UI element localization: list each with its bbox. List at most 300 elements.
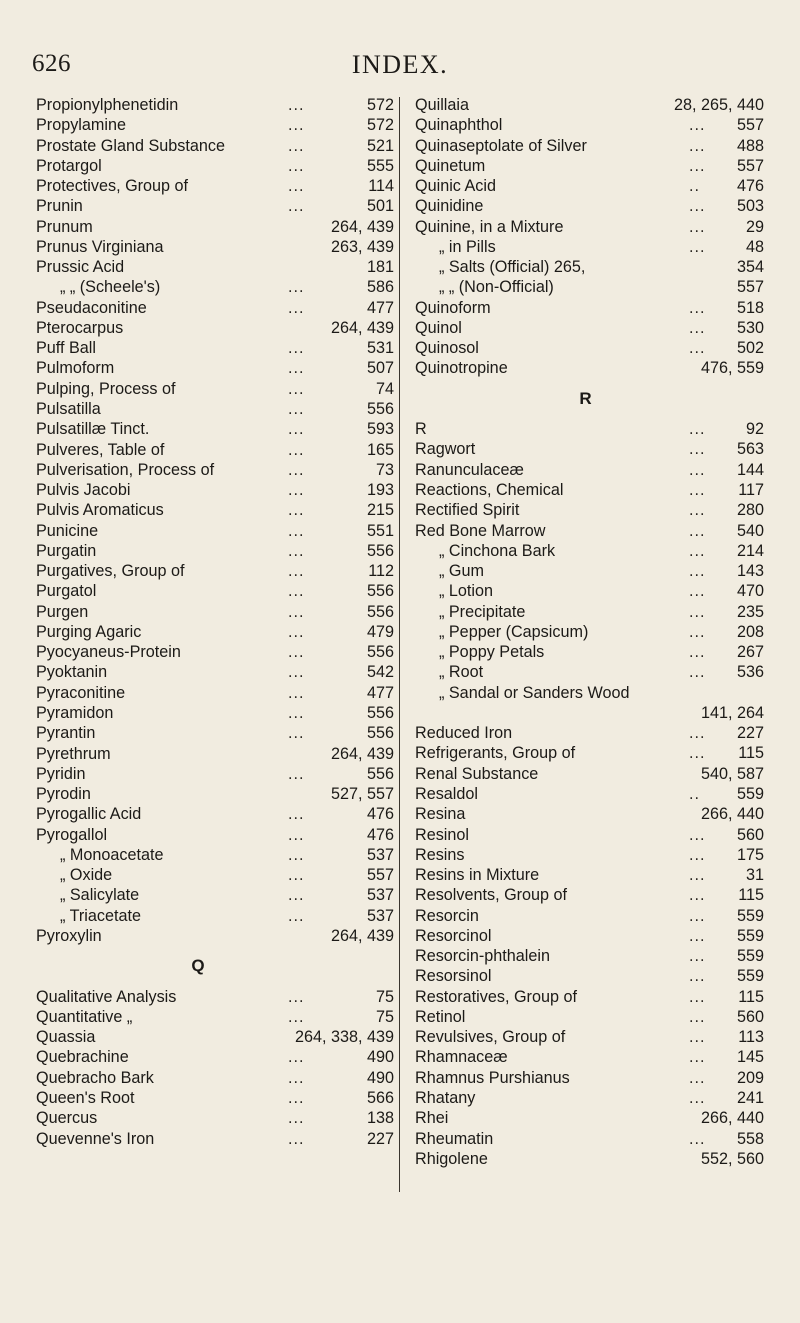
leader-dots: ...	[288, 866, 305, 885]
leader-dots: ...	[689, 318, 706, 337]
page-reference: 551	[366, 521, 394, 540]
entry-term: Pyrogallic Acid	[36, 805, 142, 824]
entry-term: Pyoktanin	[36, 663, 108, 682]
leader-dots: ...	[689, 116, 706, 135]
page-reference: 586	[366, 278, 394, 297]
index-entry	[415, 196, 764, 216]
entry-term: „ Salicylate	[60, 886, 140, 905]
leader-dots: ...	[689, 947, 706, 966]
page-reference: 181	[366, 258, 394, 277]
page-reference: 264, 439	[330, 318, 394, 337]
page-reference: 501	[366, 197, 394, 216]
page-reference: 572	[366, 96, 394, 114]
entry-term: Pyrantin	[36, 724, 96, 743]
leader-dots: ...	[689, 339, 706, 358]
leader-dots: ...	[288, 501, 305, 520]
page-reference: 264, 439	[330, 217, 394, 236]
entry-term: Refrigerants, Group of	[415, 744, 576, 763]
index-entry	[415, 298, 764, 318]
leader-dots: ...	[288, 906, 305, 925]
page-reference: 114	[368, 177, 394, 196]
entry-term: Revulsives, Group of	[415, 1028, 566, 1047]
page-reference: 209	[736, 1068, 764, 1087]
index-subentry	[415, 277, 764, 297]
page-reference: 214	[736, 541, 764, 560]
leader-dots: ...	[689, 744, 706, 763]
page-reference: 536	[736, 663, 764, 682]
entry-term: „ Salts (Official) 265,	[439, 258, 586, 277]
index-entry	[415, 1007, 764, 1027]
page-reference: 527, 557	[330, 785, 394, 804]
page-reference: 503	[736, 197, 764, 216]
page-header	[0, 38, 800, 78]
index-entry	[36, 825, 394, 845]
page-reference: 530	[736, 318, 764, 337]
index-entry	[36, 176, 394, 196]
entry-term: Pterocarpus	[36, 318, 124, 337]
leader-dots: ..	[689, 177, 700, 196]
section-letter-heading: R	[579, 388, 592, 408]
page-reference: 227	[366, 1129, 394, 1148]
page-reference: 559	[736, 906, 764, 925]
page-reference: 507	[366, 359, 394, 378]
leader-dots: ...	[689, 501, 706, 520]
entry-term: Resins in Mixture	[415, 866, 540, 885]
index-entry	[415, 156, 764, 176]
index-subentry	[415, 257, 764, 277]
index-entry	[415, 1108, 764, 1128]
entry-term: Reduced Iron	[415, 724, 513, 743]
entry-term: Rheumatin	[415, 1129, 494, 1148]
leader-dots: ...	[288, 420, 305, 439]
index-entry	[36, 987, 394, 1007]
index-subentry	[415, 642, 764, 662]
page-reference: 556	[366, 399, 394, 418]
entry-term: Pyrodin	[36, 785, 91, 804]
index-entry	[36, 440, 394, 460]
page-reference: 263, 439	[330, 237, 394, 256]
leader-dots: ...	[288, 764, 305, 783]
entry-term: Pulvis Jacobi	[36, 481, 131, 500]
entry-term: Resorcin-phthalein	[415, 947, 550, 966]
index-entry	[415, 136, 764, 156]
leader-dots: ...	[689, 845, 706, 864]
leader-dots: ...	[689, 926, 706, 945]
page-reference: 557	[736, 278, 764, 297]
entry-term: „ in Pills	[439, 237, 496, 256]
page-reference: 235	[736, 602, 764, 621]
entry-term: „ Oxide	[60, 866, 113, 885]
entry-term: Quinotropine	[415, 359, 508, 378]
entry-term: Quinetum	[415, 156, 486, 175]
entry-term: Quinidine	[415, 197, 484, 216]
leader-dots: ...	[288, 1068, 305, 1087]
entry-term: Quinosol	[415, 339, 479, 358]
leader-dots: ...	[689, 197, 706, 216]
page-reference: 540	[736, 521, 764, 540]
leader-dots: ...	[689, 1068, 706, 1087]
index-subentry	[415, 622, 764, 642]
leader-dots: ...	[288, 197, 305, 216]
index-entry	[36, 419, 394, 439]
entry-term: Pulmoform	[36, 359, 115, 378]
entry-term: Quillaia	[415, 96, 469, 114]
page-reference: 542	[366, 663, 394, 682]
leader-dots: ...	[689, 906, 706, 925]
page-reference: 175	[736, 845, 764, 864]
entry-term: Purgatol	[36, 582, 97, 601]
index-subentry	[415, 662, 764, 682]
entry-term: Purgen	[36, 602, 89, 621]
index-entry	[415, 115, 764, 135]
entry-term: Resolvents, Group of	[415, 886, 568, 905]
entry-term: Pulping, Process of	[36, 379, 176, 398]
entry-term: Pyroxylin	[36, 926, 102, 945]
index-entry	[415, 338, 764, 358]
leader-dots: ...	[288, 481, 305, 500]
index-entry	[36, 379, 394, 399]
leader-dots: ...	[288, 156, 305, 175]
entry-term: Pyramidon	[36, 703, 114, 722]
page-reference: 144	[736, 460, 764, 479]
entry-term: Pyocyaneus-Protein	[36, 643, 181, 662]
index-entry	[36, 662, 394, 682]
index-entry	[415, 176, 764, 196]
index-entry	[415, 764, 764, 784]
page-reference: 264, 439	[330, 744, 394, 763]
index-entry	[36, 115, 394, 135]
leader-dots: ...	[689, 156, 706, 175]
entry-term: Pyridin	[36, 764, 86, 783]
page-reference: 476, 559	[700, 359, 764, 378]
leader-dots: ...	[288, 703, 305, 722]
entry-term: „ „ (Non-Official)	[439, 278, 554, 297]
leader-dots: ...	[288, 805, 305, 824]
leader-dots: ...	[288, 1007, 305, 1026]
index-entry	[36, 683, 394, 703]
page-reference: 559	[736, 926, 764, 945]
index-entry	[415, 966, 764, 986]
leader-dots: ...	[689, 643, 706, 662]
index-entry	[415, 521, 764, 541]
index-entry	[415, 885, 764, 905]
running-head-title: INDEX.	[351, 50, 449, 79]
index-entry	[36, 480, 394, 500]
index-entry	[36, 399, 394, 419]
leader-dots: ...	[288, 562, 305, 581]
entry-term: Quinic Acid	[415, 177, 496, 196]
index-entry	[415, 987, 764, 1007]
leader-dots: ...	[689, 1048, 706, 1067]
entry-term: „ Sandal or Sanders Wood	[439, 683, 630, 702]
page-reference: 558	[736, 1129, 764, 1148]
index-entry	[36, 156, 394, 176]
page-reference: 556	[366, 724, 394, 743]
index-subentry	[415, 561, 764, 581]
page-reference: 165	[366, 440, 394, 459]
index-entry	[36, 521, 394, 541]
entry-term: Rectified Spirit	[415, 501, 520, 520]
leader-dots: ...	[689, 825, 706, 844]
entry-term: Quinaseptolate of Silver	[415, 136, 587, 155]
entry-term: Quinine, in a Mixture	[415, 217, 564, 236]
index-entry	[36, 298, 394, 318]
page-reference: 48	[745, 237, 764, 256]
index-subentry	[36, 865, 394, 885]
entry-term: Punicine	[36, 521, 99, 540]
index-entry	[36, 602, 394, 622]
index-entry	[36, 338, 394, 358]
entry-term: Resinol	[415, 825, 469, 844]
entry-term: „ Precipitate	[439, 602, 526, 621]
page-reference: 560	[736, 1007, 764, 1026]
leader-dots: ...	[288, 622, 305, 641]
entry-term: „ Pepper (Capsicum)	[439, 622, 589, 641]
entry-term: „ Cinchona Bark	[439, 541, 556, 560]
leader-dots: ...	[689, 967, 706, 986]
page-reference: 490	[366, 1068, 394, 1087]
leader-dots: ...	[288, 1088, 305, 1107]
leader-dots: ...	[689, 440, 706, 459]
index-entry	[415, 480, 764, 500]
leader-dots: ...	[288, 278, 305, 297]
index-entry	[415, 460, 764, 480]
page-reference: 552, 560	[700, 1149, 764, 1168]
index-entry	[36, 1007, 394, 1027]
index-entry	[36, 541, 394, 561]
leader-dots: ...	[288, 541, 305, 560]
entry-term: „ Lotion	[439, 582, 493, 601]
entry-term: Pyrogallol	[36, 825, 108, 844]
page-reference: 354	[736, 258, 764, 277]
leader-dots: ...	[689, 420, 706, 439]
leader-dots: ...	[288, 683, 305, 702]
leader-dots: ...	[288, 1129, 305, 1148]
page-reference: 572	[366, 116, 394, 135]
entry-term: Red Bone Marrow	[415, 521, 546, 540]
index-entry	[36, 237, 394, 257]
leader-dots: ...	[288, 1109, 305, 1128]
leader-dots: ...	[288, 116, 305, 135]
page-reference: 75	[375, 1007, 394, 1026]
column-divider	[399, 97, 400, 1192]
leader-dots: ...	[288, 663, 305, 682]
index-subentry	[415, 602, 764, 622]
index-entry	[36, 460, 394, 480]
entry-term: Prostate Gland Substance	[36, 136, 225, 155]
leader-dots: ...	[288, 399, 305, 418]
page-reference: 556	[366, 541, 394, 560]
page-reference: 537	[366, 845, 394, 864]
index-subentry	[415, 237, 764, 257]
leader-dots: ...	[288, 1048, 305, 1067]
leader-dots: ..	[689, 785, 700, 803]
page-reference: 537	[366, 906, 394, 925]
page-reference: 502	[736, 339, 764, 358]
entry-term: Retinol	[415, 1007, 466, 1026]
page-reference: 476	[366, 825, 394, 844]
entry-term: Resorcin	[415, 906, 479, 925]
entry-term: Quebrachine	[36, 1048, 129, 1067]
leader-dots: ...	[689, 541, 706, 560]
page-reference: 470	[736, 582, 764, 601]
entry-term: Pulvis Aromaticus	[36, 501, 164, 520]
index-entry	[36, 784, 394, 804]
page-reference: 112	[368, 562, 394, 581]
leader-dots: ...	[288, 177, 305, 196]
page-reference: 241	[736, 1088, 764, 1107]
page-reference: 477	[366, 298, 394, 317]
leader-dots: ...	[689, 622, 706, 641]
leader-dots: ...	[689, 663, 706, 682]
leader-dots: ...	[288, 987, 305, 1006]
entry-term: Pulsatilla	[36, 399, 101, 418]
index-entry	[36, 622, 394, 642]
index-subentry	[36, 845, 394, 865]
entry-term: Rhigolene	[415, 1149, 488, 1168]
index-entry	[36, 804, 394, 824]
leader-dots: ...	[689, 602, 706, 621]
leader-dots: ...	[689, 298, 706, 317]
index-column-right	[415, 95, 764, 1169]
page-reference: 556	[366, 703, 394, 722]
entry-term: Protargol	[36, 156, 102, 175]
entry-term: Queen's Root	[36, 1088, 135, 1107]
leader-dots: ...	[689, 1129, 706, 1148]
entry-term: Quevenne's Iron	[36, 1129, 155, 1148]
index-entry	[415, 845, 764, 865]
index-entry	[36, 744, 394, 764]
index-entry	[415, 906, 764, 926]
page-reference: 477	[366, 683, 394, 702]
page-reference: 531	[366, 339, 394, 358]
page-reference: 557	[736, 116, 764, 135]
index-entry	[36, 561, 394, 581]
page-reference: 556	[366, 643, 394, 662]
leader-dots: ...	[689, 521, 706, 540]
page-reference: 556	[366, 764, 394, 783]
leader-dots: ...	[288, 602, 305, 621]
index-entry	[415, 318, 764, 338]
entry-term: Ranunculaceæ	[415, 460, 524, 479]
index-subentry	[415, 683, 764, 703]
index-entry	[36, 1027, 394, 1047]
index-entry	[415, 1068, 764, 1088]
index-entry	[36, 196, 394, 216]
page-reference: 31	[745, 866, 764, 885]
index-entry	[415, 500, 764, 520]
entry-term: Resaldol	[415, 785, 478, 803]
leader-dots: ...	[689, 237, 706, 256]
index-entry	[36, 1088, 394, 1108]
index-subentry	[36, 277, 394, 297]
entry-term: Rhamnaceæ	[415, 1048, 508, 1067]
index-entry	[36, 926, 394, 946]
leader-dots: ...	[288, 886, 305, 905]
page-number: 626	[32, 50, 71, 77]
leader-dots: ...	[689, 866, 706, 885]
leader-dots: ...	[288, 96, 305, 114]
page-reference: 215	[366, 501, 394, 520]
entry-term: „ Poppy Petals	[439, 643, 545, 662]
entry-term: Rhatany	[415, 1088, 476, 1107]
index-entry	[36, 257, 394, 277]
index-subentry	[36, 885, 394, 905]
entry-term: Quassia	[36, 1028, 96, 1047]
entry-term: Resins	[415, 845, 465, 864]
leader-dots: ...	[288, 379, 305, 398]
index-entry	[415, 946, 764, 966]
index-subentry	[415, 541, 764, 561]
leader-dots: ...	[288, 359, 305, 378]
entry-term: Quercus	[36, 1109, 98, 1128]
page-reference: 117	[738, 481, 764, 500]
entry-term: Pulverisation, Process of	[36, 460, 215, 479]
page-reference: 75	[375, 987, 394, 1006]
page-reference: 557	[736, 156, 764, 175]
index-entry	[415, 1149, 764, 1169]
page-reference: 537	[366, 886, 394, 905]
index-subentry	[36, 906, 394, 926]
page-reference: 227	[736, 724, 764, 743]
leader-dots: ...	[689, 217, 706, 236]
page-reference: 280	[736, 501, 764, 520]
entry-term: Pseudaconitine	[36, 298, 147, 317]
index-entry	[415, 217, 764, 237]
page-reference: 73	[375, 460, 394, 479]
index-entry	[36, 1129, 394, 1149]
page-reference: 479	[366, 622, 394, 641]
leader-dots: ...	[288, 521, 305, 540]
index-entry	[36, 95, 394, 115]
page-reference: 556	[366, 602, 394, 621]
page-reference: 145	[736, 1048, 764, 1067]
index-entry	[415, 419, 764, 439]
leader-dots: ...	[288, 582, 305, 601]
entry-term: Rhamnus Purshianus	[415, 1068, 570, 1087]
entry-term: Quinoform	[415, 298, 491, 317]
page-reference: 143	[736, 562, 764, 581]
page-reference: 28, 265, 440	[673, 96, 764, 114]
index-entry	[415, 439, 764, 459]
entry-term: Resorcinol	[415, 926, 492, 945]
page-reference: 518	[736, 298, 764, 317]
page-reference: 540, 587	[700, 764, 764, 783]
page-reference: 113	[738, 1028, 764, 1047]
entry-term: Qualitative Analysis	[36, 987, 177, 1006]
index-entry	[36, 500, 394, 520]
index-entry	[36, 358, 394, 378]
leader-dots: ...	[689, 582, 706, 601]
entry-term: „ Root	[439, 663, 484, 682]
index-entry	[415, 743, 764, 763]
page-reference: 138	[366, 1109, 394, 1128]
index-entry	[36, 318, 394, 338]
page-reference: 593	[366, 420, 394, 439]
index-entry	[415, 784, 764, 804]
leader-dots: ...	[689, 1088, 706, 1107]
entry-term: Propionylphenetidin	[36, 96, 179, 114]
page-reference: 92	[745, 420, 764, 439]
index-entry	[36, 764, 394, 784]
entry-term: Pulveres, Table of	[36, 440, 165, 459]
index-entry	[36, 1047, 394, 1067]
index-entry	[36, 703, 394, 723]
index-entry	[415, 1027, 764, 1047]
page-reference: 115	[738, 744, 764, 763]
entry-term: Protectives, Group of	[36, 177, 189, 196]
leader-dots: ...	[288, 339, 305, 358]
